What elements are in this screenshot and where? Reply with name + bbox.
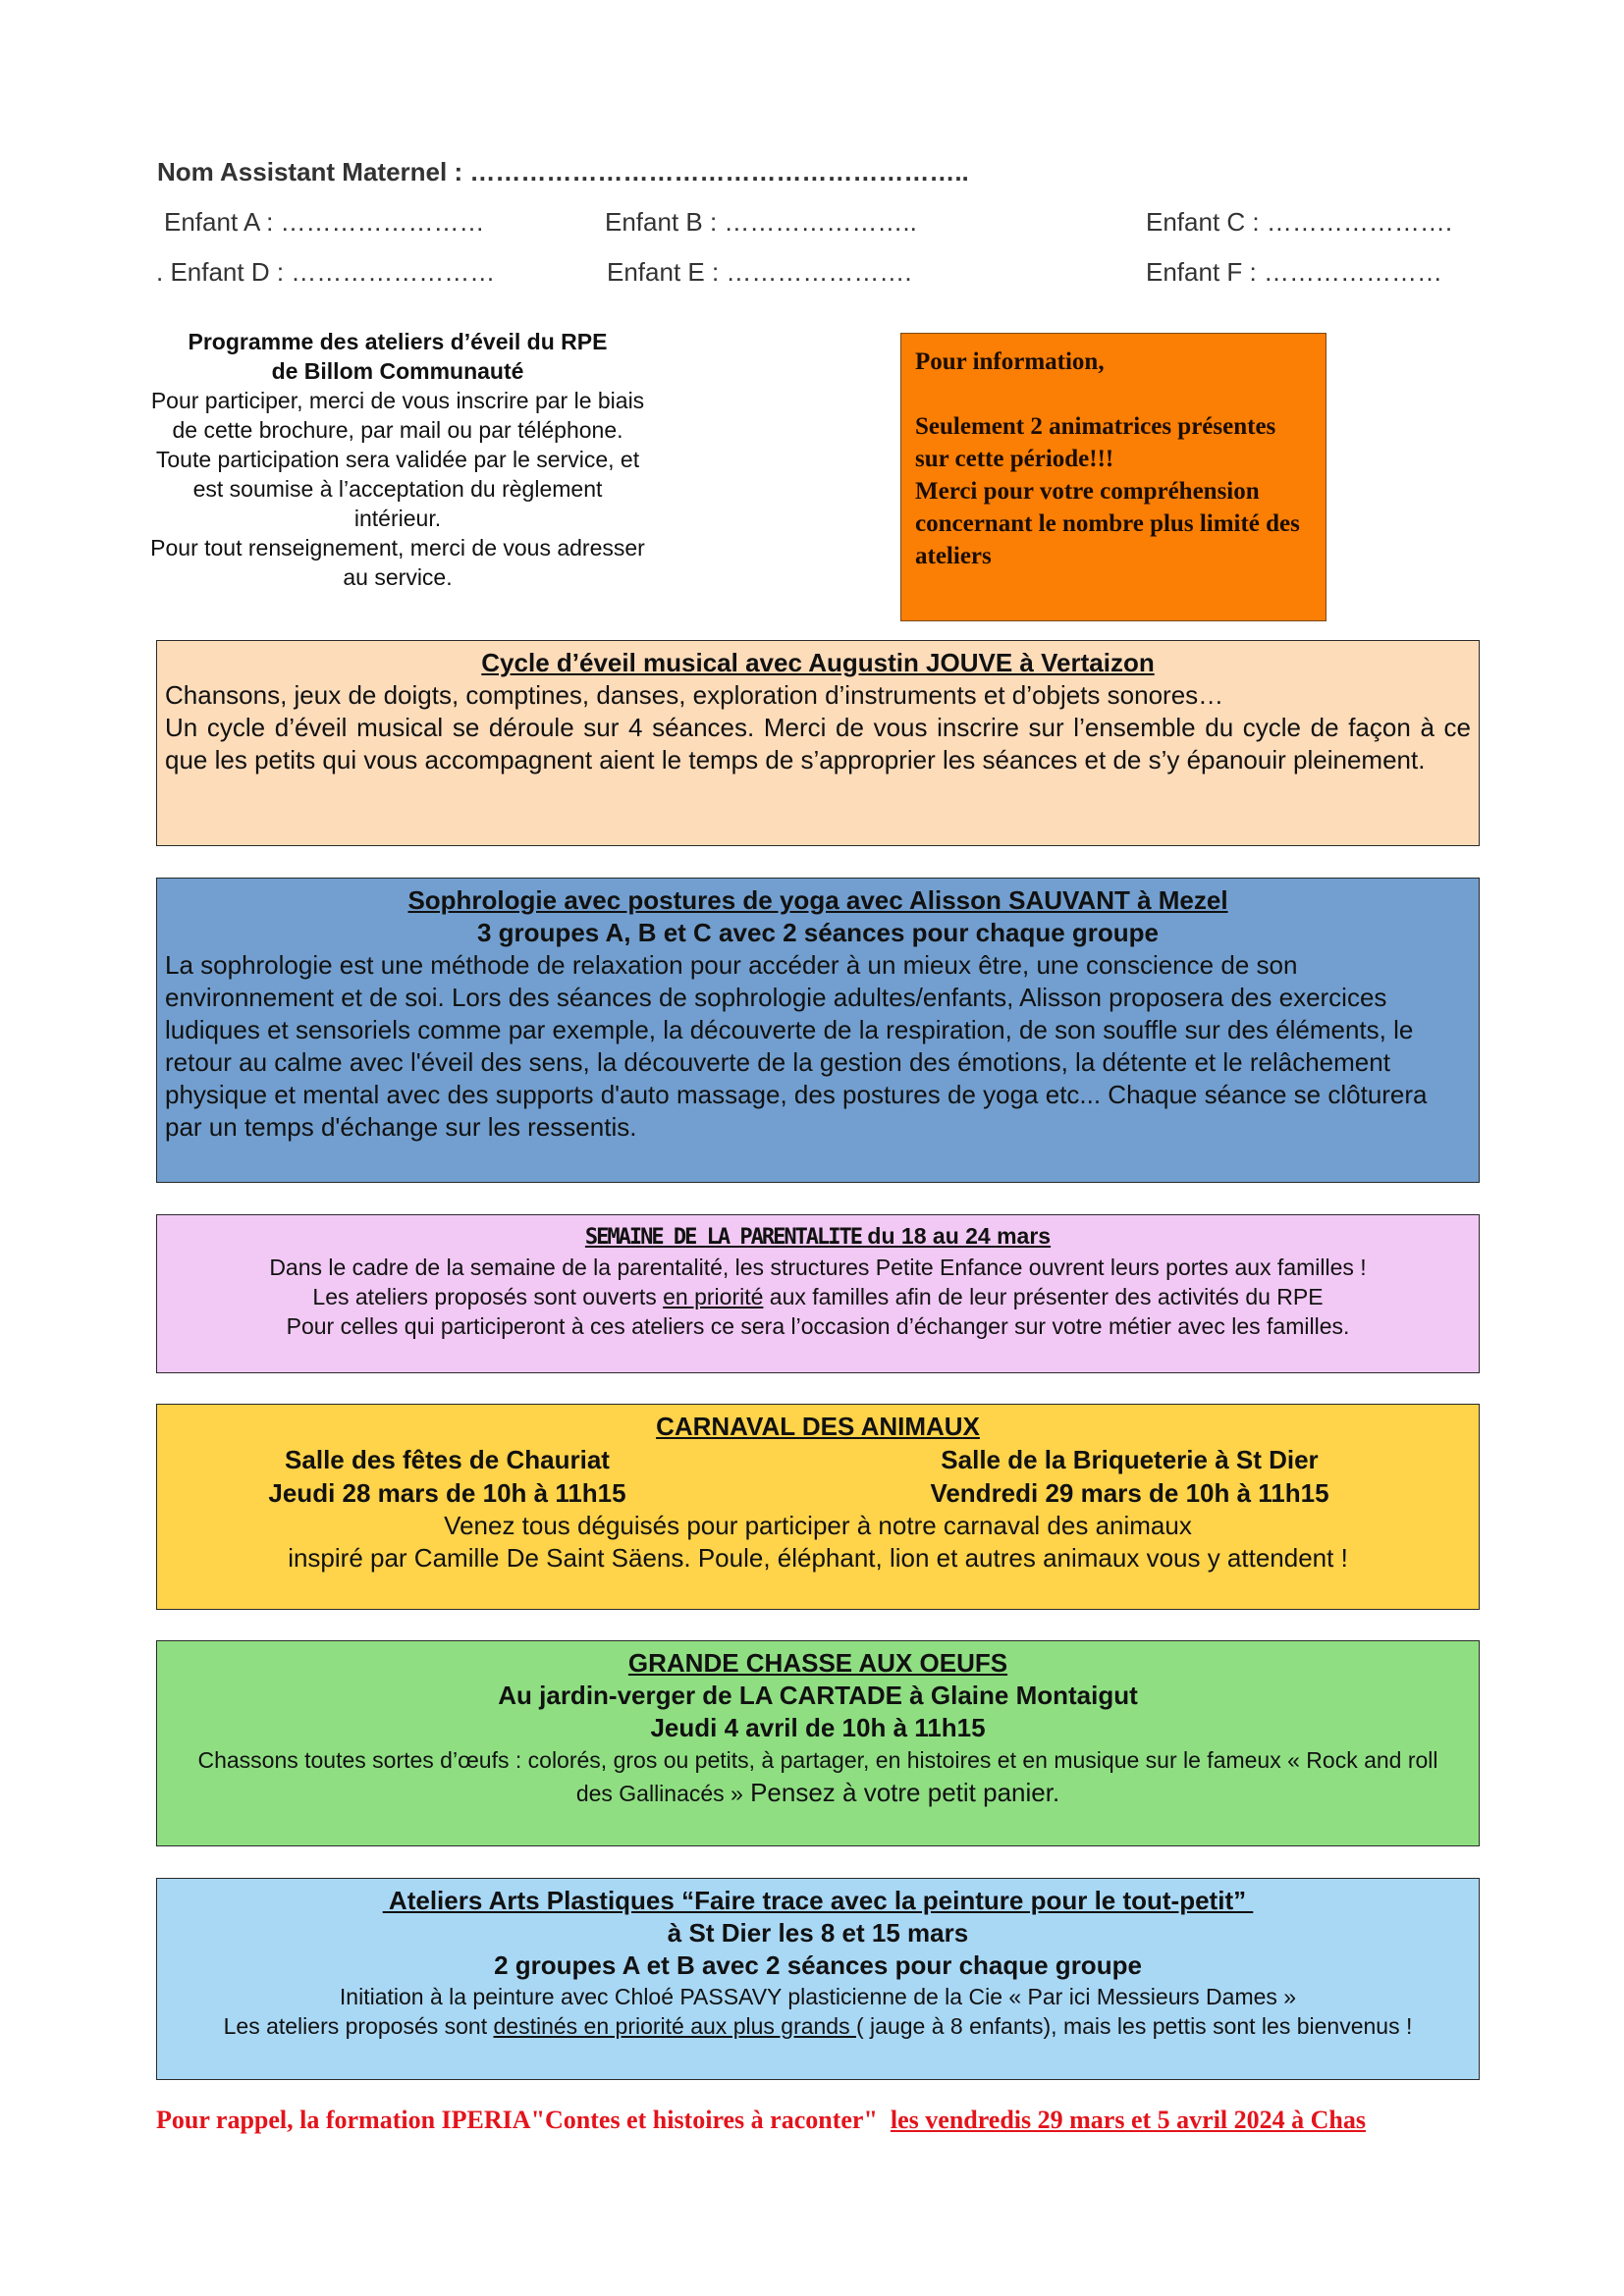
- sophrology-workshop-box: [156, 878, 1480, 1183]
- egg-hunt-title: GRANDE CHASSE AUX OEUFS: [627, 1648, 1008, 1678]
- egg-hunt-place: Au jardin-verger de LA CARTADE à Glaine Montaigut: [498, 1681, 1138, 1710]
- info-heading: Pour information,: [915, 348, 1105, 375]
- arts-workshop-line2-start: Les ateliers proposés sont: [223, 2013, 494, 2039]
- program-title-line1: Programme des ateliers d’éveil du RPE: [188, 329, 608, 354]
- carnival-box: [156, 1404, 1480, 1610]
- music-workshop-title: Cycle d’éveil musical avec Augustin JOUVE à Vertaizon: [481, 648, 1155, 677]
- parenting-week-priority: en priorité: [663, 1284, 764, 1309]
- music-workshop-description: Un cycle d’éveil musical se déroule sur 4 séances. Merci de vous inscrire sur l’ensemble du cycle de façon à ce que les petits qui vous accompagnent aient le temps de s’approprier les séances et de s’y épanouir pleinement.: [165, 713, 1471, 774]
- arts-workshop-title: Ateliers Arts Plastiques “Faire trace avec la peinture pour le tout-petit”: [382, 1886, 1254, 1915]
- parenting-week-line1: Dans le cadre de la semaine de la parentalité, les structures Petite Enfance ouvrent leurs portes aux familles !: [269, 1255, 1367, 1280]
- egg-hunt-date: Jeudi 4 avril de 10h à 11h15: [650, 1713, 986, 1742]
- egg-hunt-basket-reminder: Pensez à votre petit panier.: [742, 1778, 1060, 1807]
- intro-paragraph-1: Pour participer, merci de vous inscrire par le biais de cette brochure, par mail ou par téléphone.: [150, 388, 645, 443]
- intro-paragraph-2: Toute participation sera validée par le service, et est soumise à l’acceptation du règlement intérieur.: [155, 447, 640, 531]
- carnival-place-right: Salle de la Briqueterie à St Dier: [941, 1445, 1319, 1474]
- carnival-date-left: Jeudi 28 mars de 10h à 11h15: [268, 1478, 626, 1508]
- intro-paragraph-3: Pour tout renseignement, merci de vous adresser au service.: [150, 535, 645, 590]
- carnival-place-left: Salle des fêtes de Chauriat: [285, 1445, 610, 1474]
- child-c-line: Enfant C : ………………….: [1146, 207, 1453, 237]
- information-box: [900, 333, 1326, 621]
- music-workshop-box: [156, 640, 1480, 846]
- parenting-week-box: [156, 1214, 1480, 1373]
- carnival-title: CARNAVAL DES ANIMAUX: [656, 1412, 980, 1441]
- child-f-line: Enfant F : …………………: [1146, 257, 1442, 287]
- program-title-line2: de Billom Communauté: [271, 358, 524, 384]
- child-a-line: Enfant A : ……………………: [164, 207, 485, 237]
- parenting-week-line2-start: Les ateliers proposés sont ouverts: [312, 1284, 664, 1309]
- arts-workshop-priority: destinés en priorité aux plus grands: [493, 2013, 856, 2039]
- parenting-week-title: SEMAINE DE LA PARENTALITE: [584, 1225, 862, 1250]
- carnival-line2: inspiré par Camille De Saint Säens. Poule, éléphant, lion et autres animaux vous y attendent !: [288, 1543, 1348, 1573]
- parenting-week-line2-end: aux familles afin de leur présenter des activités du RPE: [763, 1284, 1324, 1309]
- info-staff-notice: Seulement 2 animatrices présentes sur cette période!!!: [915, 413, 1276, 472]
- arts-workshop-place: à St Dier les 8 et 15 mars: [667, 1918, 969, 1948]
- training-reminder-dates: les vendredis 29 mars et 5 avril 2024 à Chas: [890, 2106, 1367, 2134]
- arts-workshop-box: [156, 1878, 1480, 2080]
- child-e-line: Enfant E : ………………….: [607, 257, 912, 287]
- training-reminder: [156, 2106, 1366, 2135]
- assistant-name-line: Nom Assistant Maternel : …………………………………………………..: [157, 157, 969, 187]
- training-reminder-text: Pour rappel, la formation IPERIA"Contes et histoires à raconter": [156, 2106, 891, 2134]
- egg-hunt-description: Chassons toutes sortes d’œufs : colorés, gros ou petits, à partager, en histoires et en musique sur le fameux « Rock and roll des Gallinacés »: [197, 1747, 1438, 1806]
- carnival-line1: Venez tous déguisés pour participer à notre carnaval des animaux: [444, 1511, 1192, 1540]
- sophrology-description: La sophrologie est une méthode de relaxation pour accéder à un mieux être, une conscience de son environnement et de soi. Lors des séances de sophrologie adultes/enfants, Alisson proposera des exercices ludiques et sensoriels comme par exemple, la découverte de la respiration, de son souffle sur des éléments, le retour au calme avec l'éveil des sens, la découverte de la gestion des émotions, la détente et le relâchement physique et mental avec des supports d'auto massage, des postures de yoga etc... Chaque séance se clôturera par un temps d'échange sur les ressentis.: [165, 950, 1428, 1142]
- info-thanks: Merci pour votre compréhension concernant le nombre plus limité des ateliers: [915, 478, 1300, 569]
- child-b-line: Enfant B : …………………..: [605, 207, 917, 237]
- child-d-line: . Enfant D : ……………………: [156, 257, 496, 287]
- carnival-date-right: Vendredi 29 mars de 10h à 11h15: [930, 1478, 1329, 1508]
- arts-workshop-groups: 2 groupes A et B avec 2 séances pour chaque groupe: [494, 1950, 1142, 1980]
- arts-workshop-line2-end: ( jauge à 8 enfants), mais les pettis sont les bienvenus !: [856, 2013, 1413, 2039]
- egg-hunt-box: [156, 1640, 1480, 1846]
- music-workshop-activities: Chansons, jeux de doigts, comptines, danses, exploration d’instruments et d’objets sonores…: [165, 680, 1224, 710]
- program-intro: [147, 327, 648, 592]
- arts-workshop-line1: Initiation à la peinture avec Chloé PASSAVY plasticienne de la Cie « Par ici Messieurs Dames »: [339, 1984, 1297, 2009]
- parenting-week-dates: du 18 au 24 mars: [861, 1223, 1052, 1249]
- sophrology-title: Sophrologie avec postures de yoga avec Alisson SAUVANT à Mezel: [407, 885, 1228, 915]
- parenting-week-line3: Pour celles qui participeront à ces ateliers ce sera l’occasion d’échanger sur votre métier avec les familles.: [286, 1313, 1350, 1339]
- sophrology-groups: 3 groupes A, B et C avec 2 séances pour chaque groupe: [476, 918, 1160, 947]
